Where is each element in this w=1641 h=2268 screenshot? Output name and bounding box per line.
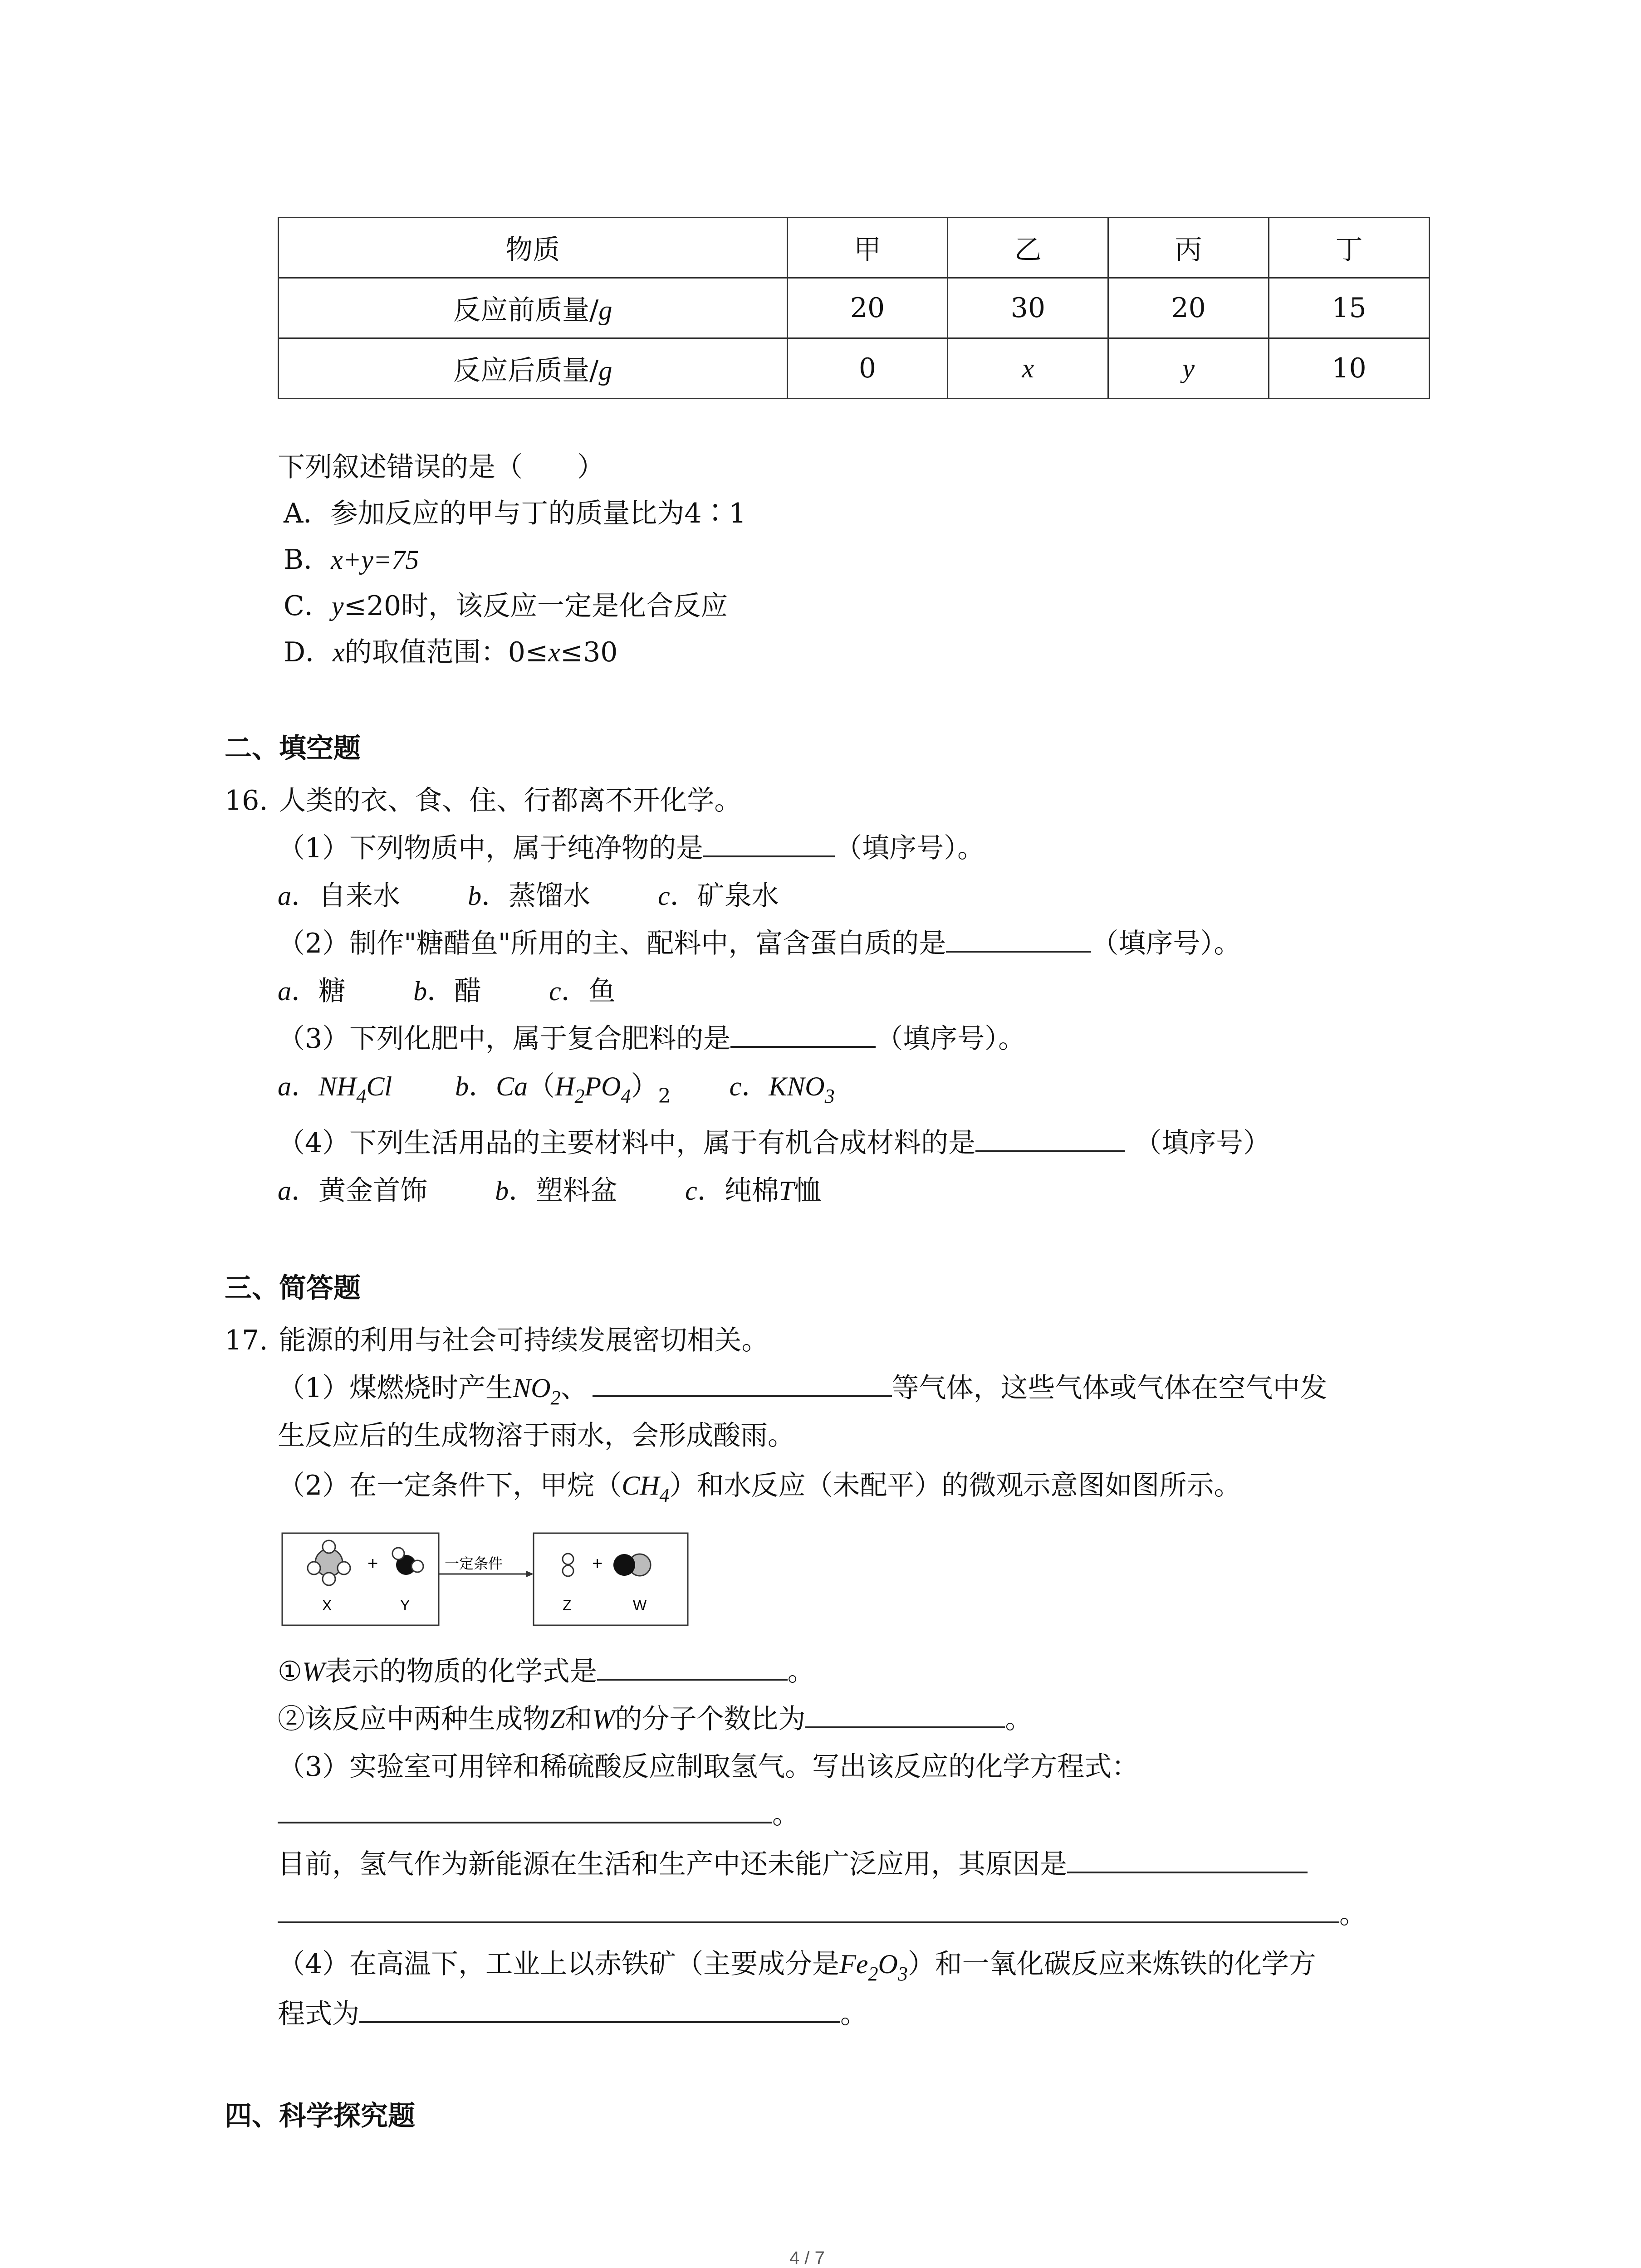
q17-part-3-answer: 。: [278, 1801, 799, 1828]
svg-text:+: +: [367, 1554, 378, 1574]
q17-part-4: （4）在高温下，工业上以赤铁矿（主要成分是$Fe_2O_3$）和一氧化碳反应来炼铁的化学方: [278, 1948, 1316, 1985]
section-heading: 四、科学探究题: [225, 2100, 415, 2132]
q17-part-1: （1）煤燃烧时产生$NO_2$、 等气体，这些气体或气体在空气中发: [278, 1372, 1327, 1409]
svg-text:W: W: [633, 1597, 647, 1613]
table-header-cell: 丁: [1269, 218, 1430, 278]
q17-part-3-line3: 。: [278, 1901, 1367, 1928]
q17-part-3: （3）实验室可用锌和稀硫酸反应制取氢气。写出该反应的化学方程式：: [278, 1751, 1139, 1783]
q17-sub-2: ②该反应中两种生成物Z和W的分子个数比为 。: [278, 1703, 1033, 1735]
molecule-x-icon: [308, 1540, 350, 1585]
answer-blank[interactable]: [975, 1150, 1125, 1152]
q17-part-2: （2）在一定条件下，甲烷$(CH_4)$和水反应（未配平）的微观示意图如图所示。: [278, 1470, 1241, 1506]
answer-blank[interactable]: [703, 855, 835, 857]
table-cell: 0: [787, 338, 948, 399]
svg-text:X: X: [322, 1597, 332, 1613]
answer-blank[interactable]: [593, 1395, 892, 1397]
table-header-row: [279, 218, 1430, 278]
answer-blank[interactable]: [597, 1678, 788, 1681]
q16-part-3: （3）下列化肥中，属于复合肥料的是 （填序号）。: [278, 1023, 1026, 1055]
table-header-cell: 甲: [787, 218, 948, 278]
table-header-cell: 丙: [1108, 218, 1269, 278]
q16-part-1: （1）下列物质中，属于纯净物的是 （填序号）。: [278, 832, 985, 864]
section-heading: 二、填空题: [225, 733, 361, 764]
svg-text:Y: Y: [400, 1597, 410, 1613]
q16-part-4-options: a．黄金首饰 b．塑料盆 c．纯棉T恤: [278, 1175, 822, 1207]
reaction-diagram: [281, 1531, 690, 1628]
table-cell: 10: [1269, 338, 1430, 399]
table-header-cell: 乙: [948, 218, 1108, 278]
q17-part-1-line2: 生反应后的生成物溶于雨水，会形成酸雨。: [278, 1420, 795, 1452]
table-cell: y: [1108, 338, 1269, 399]
question-16-stem: 16. 人类的衣、食、住、行都离不开化学。: [225, 785, 742, 816]
q17-sub-1: ①W表示的物质的化学式是 。: [278, 1656, 815, 1687]
page-number: 4 / 7: [789, 2248, 825, 2268]
table-cell: 20: [1108, 278, 1269, 338]
option-b: B．x+y=75: [284, 544, 419, 576]
section-heading: 三、简答题: [225, 1272, 361, 1304]
q16-part-2-options: a．糖 b．醋 c．鱼: [278, 975, 616, 1007]
q16-part-1-options: a．自来水 b．蒸馏水 c．矿泉水: [278, 880, 779, 912]
answer-blank[interactable]: [1067, 1871, 1308, 1873]
table-cell: 30: [948, 278, 1108, 338]
reaction-mass-table: [278, 217, 1430, 399]
answer-blank[interactable]: [278, 1921, 1339, 1923]
option-c: C．y≤20时，该反应一定是化合反应: [284, 590, 728, 622]
answer-blank[interactable]: [946, 950, 1091, 953]
question-17-stem: 17. 能源的利用与社会可持续发展密切相关。: [225, 1325, 769, 1356]
table-cell: x: [948, 338, 1108, 399]
table-cell: 反应前质量/g: [279, 278, 788, 338]
table-row: [279, 278, 1430, 338]
svg-text:一定条件: 一定条件: [445, 1555, 503, 1572]
svg-text:Z: Z: [563, 1597, 572, 1613]
q16-part-2: （2）制作"糖醋鱼"所用的主、配料中，富含蛋白质的是 （填序号）。: [278, 928, 1241, 959]
molecule-z-icon: [563, 1554, 573, 1576]
table-cell: 15: [1269, 278, 1430, 338]
table-cell: 反应后质量/g: [279, 338, 788, 399]
answer-blank[interactable]: [278, 1821, 772, 1823]
q17-part-3-line2: 目前，氢气作为新能源在生活和生产中还未能广泛应用，其原因是: [278, 1851, 1308, 1878]
table-cell: 20: [787, 278, 948, 338]
svg-text:+: +: [592, 1554, 603, 1574]
answer-blank[interactable]: [730, 1046, 876, 1048]
answer-blank[interactable]: [359, 2021, 840, 2023]
q17-part-4-line2: 程式为 。: [278, 1998, 867, 2030]
molecule-w-icon: [613, 1554, 651, 1576]
answer-blank[interactable]: [805, 1726, 1005, 1728]
q16-part-4: （4）下列生活用品的主要材料中，属于有机合成材料的是 （填序号）: [278, 1127, 1271, 1159]
q16-part-3-options: a．$NH_4Cl$ b．$Ca(H_2PO_4)_2$ c．$KNO_3$: [278, 1070, 835, 1108]
option-d: D．x的取值范围：0≤x≤30: [284, 636, 618, 668]
molecule-y-icon: [392, 1548, 423, 1575]
option-a: A．参加反应的甲与丁的质量比为4∶1: [284, 498, 746, 529]
question-stem: 下列叙述错误的是（ ）: [278, 451, 604, 483]
table-row: [279, 338, 1430, 399]
reaction-diagram-svg: [281, 1531, 690, 1628]
table-header-cell: 物质: [279, 218, 788, 278]
